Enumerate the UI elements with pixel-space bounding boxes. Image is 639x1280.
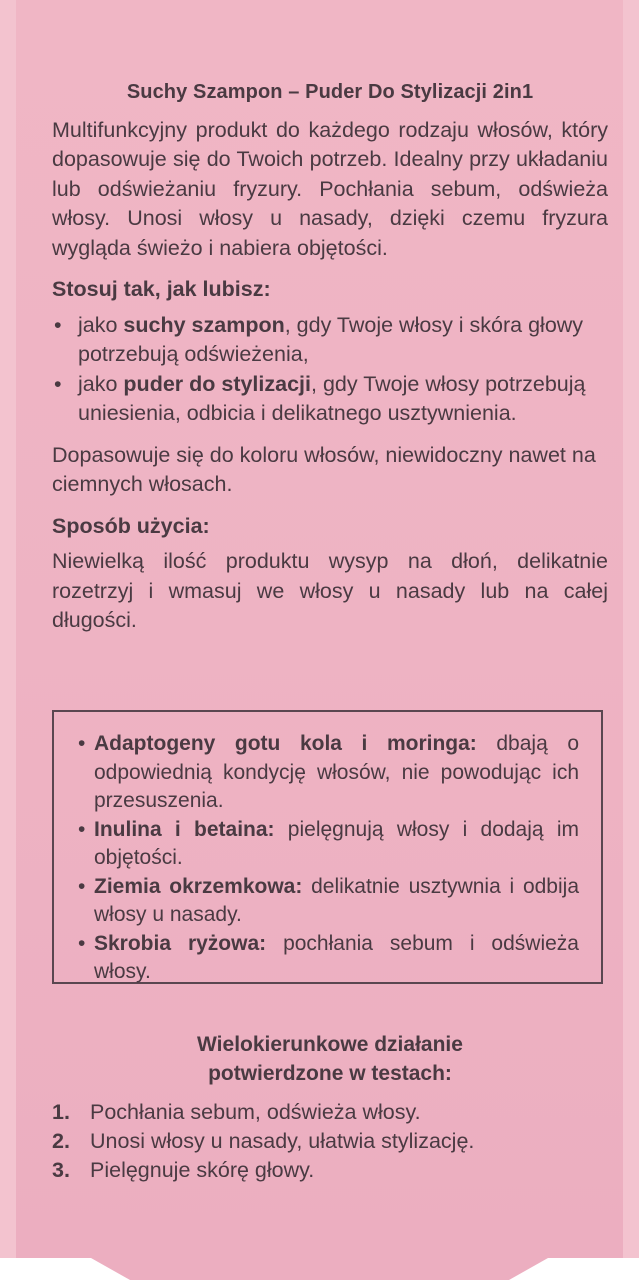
- usage-item: • jako suchy szampon, gdy Twoje włosy i skóra głowy potrzebują odświeżenia,: [52, 311, 608, 370]
- usage-list: [52, 311, 608, 429]
- test-item: 1. Pochłania sebum, odświeża włosy.: [52, 1100, 421, 1124]
- ingredient-item: • Adaptogeny gotu kola i moringa: dbają o odpowiednią kondycję włosów, nie powodując ich przesuszenia.: [78, 730, 579, 816]
- right-fold: [623, 0, 639, 1280]
- ingredients-list: [78, 730, 579, 987]
- ingredients-box: [52, 710, 603, 984]
- method-text: Niewielką ilość produktu wysyp na dłoń, delikatnie rozetrzyj i wmasuj we włosy u nasady lub na całej długości.: [52, 549, 608, 632]
- method-heading: Sposób użycia:: [52, 513, 210, 538]
- intro-paragraph: Multifunkcyjny produkt do każdego rodzaju włosów, który dopasowuje się do Twoich potrzeb. Idealny przy układaniu lub odświeżaniu fryzury. Pochłania sebum, odświeża włosy. Unosi włosy u nasady, dzięki czemu fryzura wygląda świeżo i nabiera objętości.: [52, 117, 608, 260]
- ingredient-item: • Ziemia okrzemkowa: delikatnie usztywnia i odbija włosy u nasady.: [78, 873, 579, 930]
- product-title: Suchy Szampon – Puder Do Stylizacji 2in1: [126, 81, 534, 103]
- main-text: [52, 78, 608, 648]
- ingredient-item: • Inulina i betaina: pielęgnują włosy i dodają im objętości.: [78, 816, 579, 873]
- color-note: Dopasowuje się do koloru włosów, niewidoczny nawet na ciemnych włosach.: [52, 442, 596, 496]
- left-fold: [0, 0, 16, 1280]
- usage-heading: Stosuj tak, jak lubisz:: [52, 277, 271, 301]
- tests-heading: Wielokierunkowe działanie potwierdzone w testach:: [197, 1033, 463, 1085]
- test-item: 2. Unosi włosy u nasady, ułatwia stylizację.: [52, 1129, 475, 1153]
- ingredient-item: • Skrobia ryżowa: pochłania sebum i odświeża włosy.: [78, 930, 579, 987]
- test-item: 3. Pielęgnuje skórę głowy.: [52, 1158, 315, 1182]
- tests-list: [52, 1098, 608, 1185]
- usage-item: • jako puder do stylizacji, gdy Twoje włosy potrzebują uniesienia, odbicia i delikatnego usztywnienia.: [52, 370, 608, 429]
